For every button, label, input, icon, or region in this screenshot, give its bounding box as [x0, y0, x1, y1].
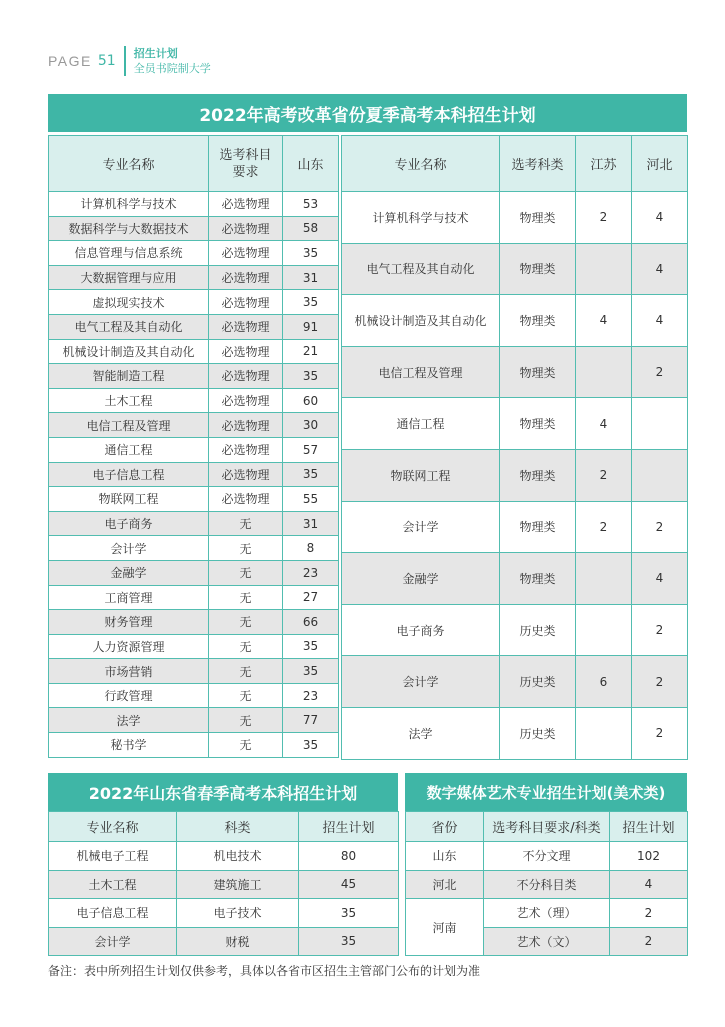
spring-table — [48, 811, 399, 956]
table-cell: 30 — [283, 413, 339, 438]
jiangsu-hebei-table — [341, 135, 688, 760]
header-divider — [124, 46, 126, 76]
table-cell: 必选物理 — [209, 437, 283, 462]
table-cell: 无 — [209, 634, 283, 659]
table-cell: 必选物理 — [209, 290, 283, 315]
table-cell: 计算机科学与技术 — [49, 192, 209, 217]
table-row — [49, 733, 339, 758]
table-row — [49, 610, 339, 635]
shandong-table — [48, 135, 339, 758]
table-cell: 河南 — [406, 899, 484, 956]
spring-table-title: 2022年山东省春季高考本科招生计划 — [48, 773, 398, 811]
table-cell: 无 — [209, 659, 283, 684]
table-cell: 必选物理 — [209, 388, 283, 413]
table-cell: 60 — [283, 388, 339, 413]
table-row — [49, 487, 339, 512]
table-cell: 电子技术 — [177, 899, 299, 928]
table-cell: 35 — [283, 462, 339, 487]
table-cell: 历史类 — [500, 656, 576, 708]
table-cell: 4 — [576, 398, 632, 450]
table-cell: 电子商务 — [342, 604, 500, 656]
table-cell: 山东 — [406, 842, 484, 871]
table-cell: 机电技术 — [177, 842, 299, 871]
table-cell: 机械设计制造及其自动化 — [49, 339, 209, 364]
table-cell: 物联网工程 — [49, 487, 209, 512]
table-cell: 无 — [209, 560, 283, 585]
col-header-major: 专业名称 — [342, 136, 500, 192]
table-cell: 电信工程及管理 — [49, 413, 209, 438]
table-cell: 河北 — [406, 870, 484, 899]
table-cell: 53 — [283, 192, 339, 217]
table-cell: 2 — [632, 501, 688, 553]
table-row — [342, 346, 688, 398]
table-row — [342, 501, 688, 553]
table-row — [406, 842, 688, 871]
table-cell: 会计学 — [342, 656, 500, 708]
table-cell: 6 — [576, 656, 632, 708]
table-cell: 物理类 — [500, 243, 576, 295]
table-cell: 工商管理 — [49, 585, 209, 610]
table-cell: 2 — [632, 707, 688, 759]
table-row — [49, 413, 339, 438]
col-header-province: 省份 — [406, 812, 484, 842]
table-cell: 土木工程 — [49, 388, 209, 413]
table-cell: 行政管理 — [49, 683, 209, 708]
table-cell: 数据科学与大数据技术 — [49, 216, 209, 241]
table-row — [49, 290, 339, 315]
table-cell: 2 — [632, 656, 688, 708]
page-label: PAGE — [48, 53, 92, 69]
table-cell: 35 — [283, 733, 339, 758]
table-row — [342, 553, 688, 605]
table-cell: 4 — [576, 295, 632, 347]
table-cell: 4 — [610, 870, 688, 899]
table-row — [49, 388, 339, 413]
table-cell: 法学 — [49, 708, 209, 733]
table-cell: 55 — [283, 487, 339, 512]
table-cell: 4 — [632, 192, 688, 244]
table-cell: 35 — [299, 927, 399, 956]
table-row — [49, 437, 339, 462]
table-cell: 4 — [632, 243, 688, 295]
table-row — [49, 265, 339, 290]
table-cell: 必选物理 — [209, 192, 283, 217]
table-cell: 80 — [299, 842, 399, 871]
col-header-subject-category: 选考科类 — [500, 136, 576, 192]
table-cell: 不分文理 — [484, 842, 610, 871]
table-row — [406, 870, 688, 899]
footnote: 备注：表中所列招生计划仅供参考，具体以各省市区招生主管部门公布的计划为准 — [48, 964, 481, 978]
table-cell: 电子信息工程 — [49, 462, 209, 487]
table-cell: 必选物理 — [209, 339, 283, 364]
table-row — [49, 899, 399, 928]
table-cell — [632, 398, 688, 450]
table-row — [49, 511, 339, 536]
table-cell: 无 — [209, 733, 283, 758]
table-cell: 物理类 — [500, 192, 576, 244]
table-cell: 必选物理 — [209, 487, 283, 512]
table-cell: 建筑施工 — [177, 870, 299, 899]
table-cell: 秘书学 — [49, 733, 209, 758]
table-row — [49, 462, 339, 487]
table-cell — [576, 243, 632, 295]
table-row — [342, 656, 688, 708]
col-header-shandong: 山东 — [283, 136, 339, 192]
table-cell: 23 — [283, 560, 339, 585]
table-row — [49, 585, 339, 610]
table-cell: 57 — [283, 437, 339, 462]
table-cell: 8 — [283, 536, 339, 561]
table-row — [49, 339, 339, 364]
table-cell: 23 — [283, 683, 339, 708]
table-cell: 27 — [283, 585, 339, 610]
table-cell: 金融学 — [49, 560, 209, 585]
table-cell: 无 — [209, 536, 283, 561]
table-cell: 必选物理 — [209, 462, 283, 487]
table-cell: 通信工程 — [342, 398, 500, 450]
table-cell: 2 — [576, 192, 632, 244]
table-cell: 66 — [283, 610, 339, 635]
table-cell: 计算机科学与技术 — [342, 192, 500, 244]
table-cell: 不分科目类 — [484, 870, 610, 899]
header-titles — [134, 46, 211, 76]
col-header-requirement: 选考科目要求/科类 — [484, 812, 610, 842]
table-cell: 金融学 — [342, 553, 500, 605]
table-row — [49, 560, 339, 585]
table-cell: 必选物理 — [209, 241, 283, 266]
table-row — [342, 295, 688, 347]
main-title: 2022年高考改革省份夏季高考本科招生计划 — [48, 94, 687, 132]
table-row — [49, 634, 339, 659]
table-cell: 物理类 — [500, 346, 576, 398]
col-header-hebei: 河北 — [632, 136, 688, 192]
table-cell: 无 — [209, 610, 283, 635]
table-cell: 历史类 — [500, 707, 576, 759]
art-table — [405, 811, 688, 956]
table-cell: 2 — [610, 899, 688, 928]
table-cell: 91 — [283, 314, 339, 339]
table-cell: 35 — [283, 241, 339, 266]
table-cell: 人力资源管理 — [49, 634, 209, 659]
table-cell: 必选物理 — [209, 314, 283, 339]
table-row — [49, 216, 339, 241]
table-cell: 物理类 — [500, 398, 576, 450]
page-header — [48, 44, 211, 78]
table-cell: 31 — [283, 265, 339, 290]
table-cell: 财务管理 — [49, 610, 209, 635]
table-cell: 45 — [299, 870, 399, 899]
table-cell: 物联网工程 — [342, 449, 500, 501]
table-cell: 77 — [283, 708, 339, 733]
table-cell: 102 — [610, 842, 688, 871]
table-cell: 4 — [632, 295, 688, 347]
table-cell: 2 — [632, 604, 688, 656]
table-cell: 35 — [283, 659, 339, 684]
table-cell: 电信工程及管理 — [342, 346, 500, 398]
table-row — [49, 192, 339, 217]
table-row — [342, 192, 688, 244]
header-title-1: 招生计划 — [133, 47, 178, 60]
table-cell: 机械电子工程 — [49, 842, 177, 871]
table-cell: 2 — [576, 449, 632, 501]
table-cell: 物理类 — [500, 501, 576, 553]
table-row — [49, 364, 339, 389]
table-cell: 2 — [610, 927, 688, 956]
col-header-requirement: 选考科目 要求 — [209, 136, 283, 192]
table-cell: 会计学 — [49, 536, 209, 561]
table-cell — [576, 346, 632, 398]
table-cell: 通信工程 — [49, 437, 209, 462]
table-cell: 智能制造工程 — [49, 364, 209, 389]
table-row — [49, 927, 399, 956]
table-row — [49, 842, 399, 871]
table-cell: 法学 — [342, 707, 500, 759]
table-cell — [576, 553, 632, 605]
table-cell: 35 — [283, 290, 339, 315]
header-title-2: 全员书院制大学 — [133, 62, 211, 75]
table-cell — [576, 707, 632, 759]
table-cell: 机械设计制造及其自动化 — [342, 295, 500, 347]
table-cell: 大数据管理与应用 — [49, 265, 209, 290]
col-header-jiangsu: 江苏 — [576, 136, 632, 192]
table-cell: 历史类 — [500, 604, 576, 656]
table-row — [49, 536, 339, 561]
table-cell: 必选物理 — [209, 216, 283, 241]
table-row — [49, 683, 339, 708]
table-row — [49, 870, 399, 899]
table-cell: 35 — [299, 899, 399, 928]
table-row — [49, 708, 339, 733]
table-cell: 电子信息工程 — [49, 899, 177, 928]
table-cell: 4 — [632, 553, 688, 605]
table-row — [342, 449, 688, 501]
table-row — [342, 398, 688, 450]
table-cell: 必选物理 — [209, 413, 283, 438]
table-cell — [632, 449, 688, 501]
table-cell: 无 — [209, 683, 283, 708]
col-header-plan: 招生计划 — [610, 812, 688, 842]
col-header-major: 专业名称 — [49, 136, 209, 192]
table-cell: 艺术（文） — [484, 927, 610, 956]
table-row — [342, 707, 688, 759]
table-cell: 必选物理 — [209, 265, 283, 290]
table-cell: 土木工程 — [49, 870, 177, 899]
table-cell: 物理类 — [500, 295, 576, 347]
page-number: 51 — [97, 53, 116, 69]
table-row — [406, 899, 688, 928]
table-cell: 31 — [283, 511, 339, 536]
table-cell: 市场营销 — [49, 659, 209, 684]
table-cell: 电气工程及其自动化 — [49, 314, 209, 339]
table-cell: 58 — [283, 216, 339, 241]
art-table-title: 数字媒体艺术专业招生计划(美术类) — [405, 773, 687, 811]
table-cell: 必选物理 — [209, 364, 283, 389]
table-cell: 35 — [283, 634, 339, 659]
table-cell — [576, 604, 632, 656]
table-cell: 物理类 — [500, 553, 576, 605]
table-cell: 电子商务 — [49, 511, 209, 536]
table-cell: 信息管理与信息系统 — [49, 241, 209, 266]
table-cell: 财税 — [177, 927, 299, 956]
col-header-major: 专业名称 — [49, 812, 177, 842]
table-cell: 会计学 — [342, 501, 500, 553]
table-cell: 无 — [209, 708, 283, 733]
table-cell: 无 — [209, 585, 283, 610]
col-header-category: 科类 — [177, 812, 299, 842]
table-cell: 2 — [632, 346, 688, 398]
table-row — [49, 241, 339, 266]
table-row — [49, 659, 339, 684]
table-cell: 无 — [209, 511, 283, 536]
col-header-plan: 招生计划 — [299, 812, 399, 842]
table-cell: 21 — [283, 339, 339, 364]
table-cell: 艺术（理） — [484, 899, 610, 928]
table-cell: 35 — [283, 364, 339, 389]
table-row — [49, 314, 339, 339]
table-row — [342, 604, 688, 656]
table-cell: 物理类 — [500, 449, 576, 501]
table-row — [342, 243, 688, 295]
table-cell: 会计学 — [49, 927, 177, 956]
table-cell: 电气工程及其自动化 — [342, 243, 500, 295]
table-cell: 2 — [576, 501, 632, 553]
table-cell: 虚拟现实技术 — [49, 290, 209, 315]
